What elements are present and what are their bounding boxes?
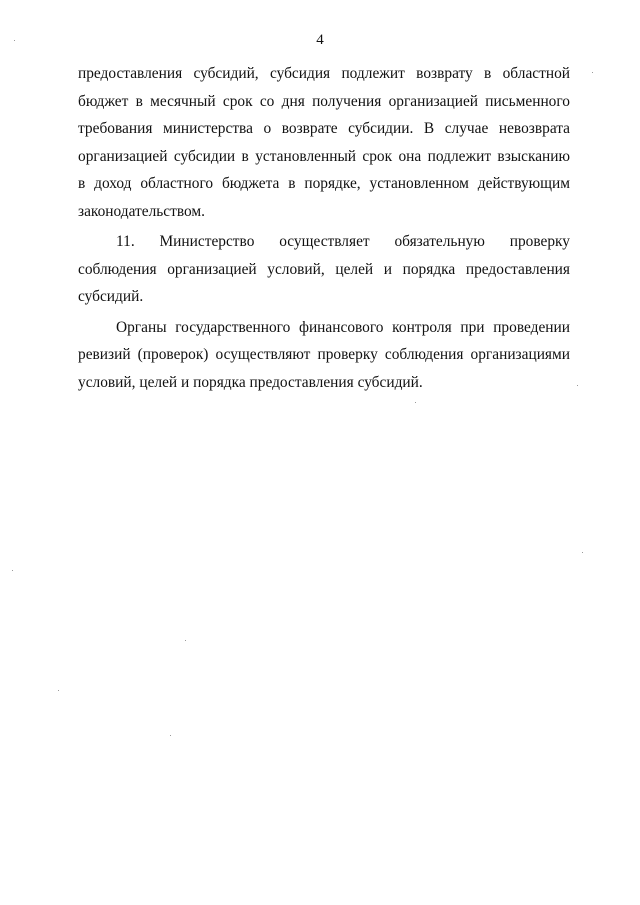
scan-speck [415,402,416,403]
text-line: ревизий (проверок) осуществляют проверку соблюдения организациями [78,346,570,363]
text-line: предоставления субсидий, субсидия подлежит возврату в областной [78,65,570,82]
text-line: субсидий. [78,288,144,305]
scan-speck [58,690,59,691]
scan-speck [12,570,13,571]
text-line: организацией субсидии в установленный срок она подлежит взысканию [78,147,570,165]
text-line: законодательством. [78,202,206,220]
scan-speck [577,385,578,386]
text-line: требования министерства о возврате субсидии. В случае невозврата [78,120,570,137]
paragraph-ministry-check [78,228,570,311]
text-line: соблюдения организацией условий, целей и порядка предоставления [78,260,570,278]
scan-speck [170,735,171,736]
page-number: 4 [316,32,324,48]
text-line: Органы государственного финансового контроля при проведении [116,318,570,336]
scan-speck [14,40,15,41]
document-body [78,60,570,399]
text-line: 11. Министерство осуществляет обязательную проверку [116,233,570,250]
paragraph-subsidy-return [78,60,570,225]
paragraph-financial-control [78,314,570,397]
scan-speck [185,640,186,641]
scan-speck [582,552,583,553]
text-line: условий, целей и порядка предоставления субсидий. [78,373,423,391]
text-line: бюджет в месячный срок со дня получения организацией письменного [78,92,570,110]
scan-speck [592,72,593,73]
text-line: в доход областного бюджета в порядке, установленном действующим [78,175,570,192]
